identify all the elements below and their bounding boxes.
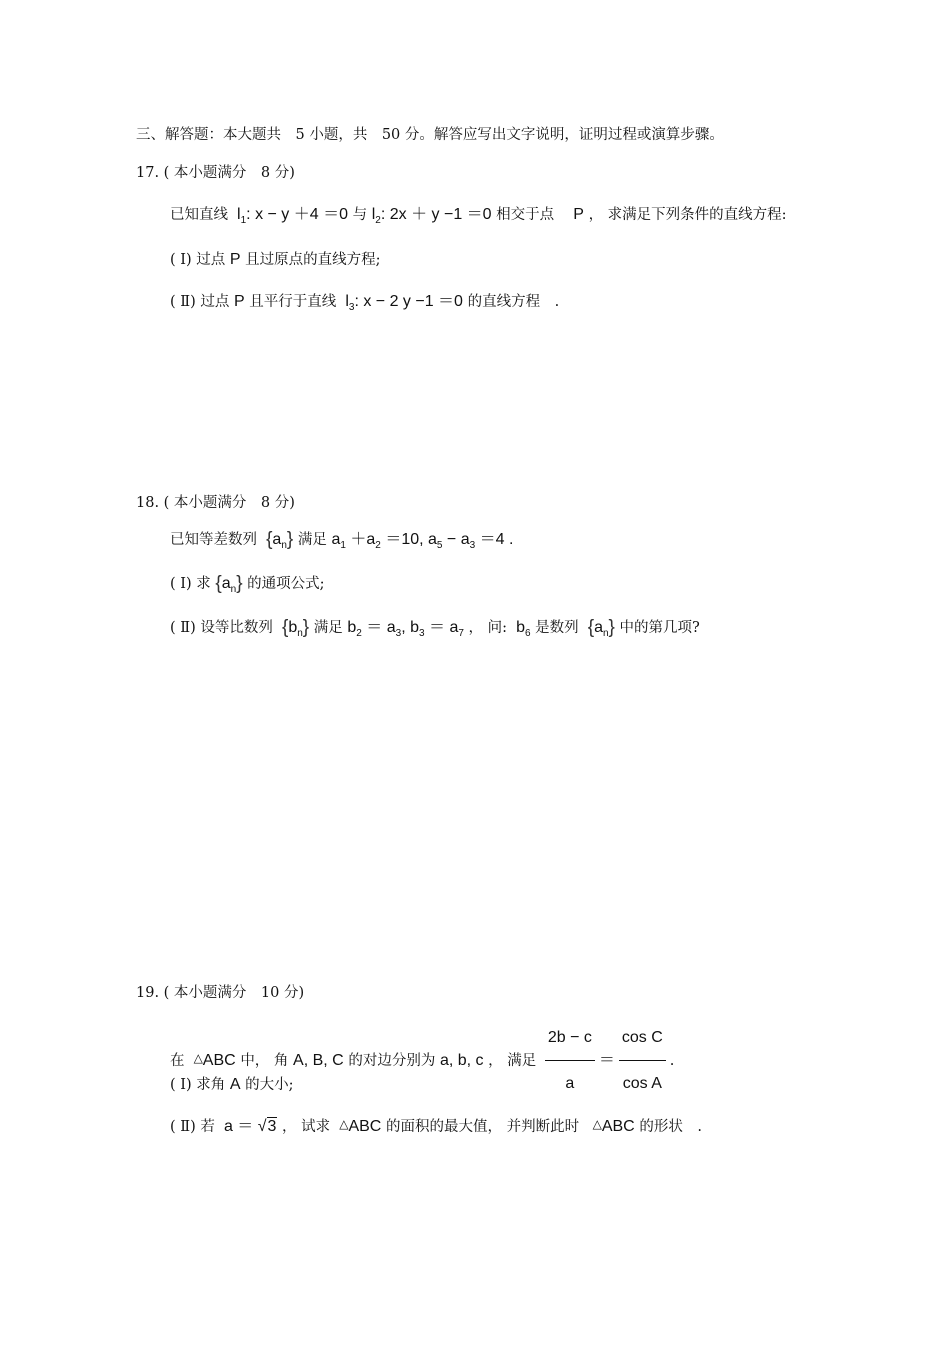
q19-part2-abc-2: △ABC (592, 1117, 635, 1135)
q19-part1 (170, 1075, 294, 1095)
q18-part2 (170, 618, 700, 644)
q18-part2-d: 是数列 (535, 620, 579, 636)
q19-part1-var: A (229, 1076, 241, 1093)
q19-stem-b: 中， 角 (240, 1053, 289, 1069)
q18-part2-b: 满足 (313, 620, 343, 636)
q17-part1-point: P (229, 251, 241, 268)
q19-part1-b: 的大小; (245, 1077, 294, 1093)
triangle-icon: △ (339, 1117, 349, 1131)
q19-stem-c: 的对边分别为 (348, 1053, 436, 1069)
q19-part2-b: ， 试求 (282, 1119, 331, 1135)
q19-stem-a: 在 (170, 1053, 185, 1069)
q17-part2-c: 的直线方程 . (467, 294, 560, 310)
q19-heading: 19. ( 本小题满分 10 分) (136, 985, 305, 1001)
triangle-abc: △ABC (193, 1051, 236, 1069)
q19-stem: 在 △ABC 中， 角 A, B, C 的对边分别为 a, b, c ， 满足 $\frac{2b - c}{a}$ ＝ $\frac{\text{cos C}}{\text{cos A}}$ . (170, 1018, 674, 1104)
l1-equation: $l_1$: x − y ＋4 ＝0 (232, 206, 348, 226)
q18-condition: $a_1 +a_2 =10$, $a_5 - a_3 =4$ . (331, 531, 514, 551)
q19-part1-a: ( Ⅰ) 求角 (170, 1077, 226, 1093)
q19-condition: a ＝ √3 (219, 1118, 277, 1135)
q17-part2 (170, 292, 559, 318)
q19-part2-c: 的面积的最大值， 并判断此时 (385, 1119, 580, 1135)
section-header: 三、解答题：本大题共 5 小题，共 50 分。解答应写出文字说明，证明过程或演算步骤。 (136, 127, 724, 143)
q18-part2-seq: $\{a_n\}$ (587, 617, 615, 639)
q17-stem-a: 已知直线 (170, 207, 228, 223)
q18-stem-a: 已知等差数列 (170, 532, 257, 548)
q18-b6: $b_6$ (511, 619, 531, 639)
triangle-icon: △ (193, 1051, 203, 1065)
q19-part2 (170, 1114, 702, 1137)
l3-equation: $l_3$: x − 2 y −1 ＝0 (340, 293, 463, 313)
l2-equation: $l_2$: 2x ＋ y −1 ＝0 (371, 206, 492, 226)
q18-part2-e: 中的第几项? (619, 620, 700, 636)
q18-part1-seq: $\{a_n\}$ (215, 573, 243, 595)
q17-stem-b: 相交于点 (496, 207, 569, 223)
q18-heading: 18. ( 本小题满分 8 分) (136, 495, 295, 511)
triangle-icon: △ (592, 1117, 602, 1131)
q18-part1 (170, 574, 325, 600)
q17-part1-b: 且过原点的直线方程; (245, 252, 381, 268)
q18-part2-condition: $b_2 = a_3$, $b_3 = a_7$ (347, 619, 464, 639)
q17-part1-a: ( Ⅰ) 过点 (170, 252, 226, 268)
q17-part2-a: ( Ⅱ) 过点 (170, 294, 230, 310)
sequence-b: $\{b_n\}$ (281, 617, 310, 639)
q19-part2-d: 的形状 . (639, 1119, 702, 1135)
q19-sides: a, b, c (439, 1052, 484, 1069)
q17-part2-b: 且平行于直线 (249, 294, 337, 310)
q18-part1-b: 的通项公式; (247, 576, 325, 592)
fraction-right: $\frac{\text{cos C}}{\text{cos A}}$ (619, 1018, 666, 1104)
q19-part2-abc: △ABC (339, 1117, 382, 1135)
q17-stem (170, 205, 787, 231)
q18-part1-a: ( Ⅰ) 求 (170, 576, 211, 592)
q19-angles: A, B, C (293, 1052, 344, 1069)
q18-part2-c: ， 问: (468, 620, 508, 636)
fraction-left: $\frac{2b - c}{a}$ (545, 1018, 595, 1104)
sqrt-icon: √ (257, 1118, 267, 1135)
q17-part1 (170, 250, 381, 270)
sequence-a: $\{a_n\}$ (266, 529, 294, 551)
q19-part2-a: ( Ⅱ) 若 (170, 1119, 215, 1135)
q19-stem-d: ， 满足 (488, 1053, 537, 1069)
q18-part2-a: ( Ⅱ) 设等比数列 (170, 620, 273, 636)
point-p: P (573, 206, 584, 223)
q18-stem (170, 530, 513, 556)
q17-part2-point: P (234, 293, 245, 310)
q17-with: 与 (352, 207, 372, 223)
q17-stem-c: ， 求满足下列条件的直线方程: (588, 207, 787, 223)
q18-stem-b: 满足 (297, 532, 327, 548)
q17-heading: 17. ( 本小题满分 8 分) (136, 165, 295, 181)
